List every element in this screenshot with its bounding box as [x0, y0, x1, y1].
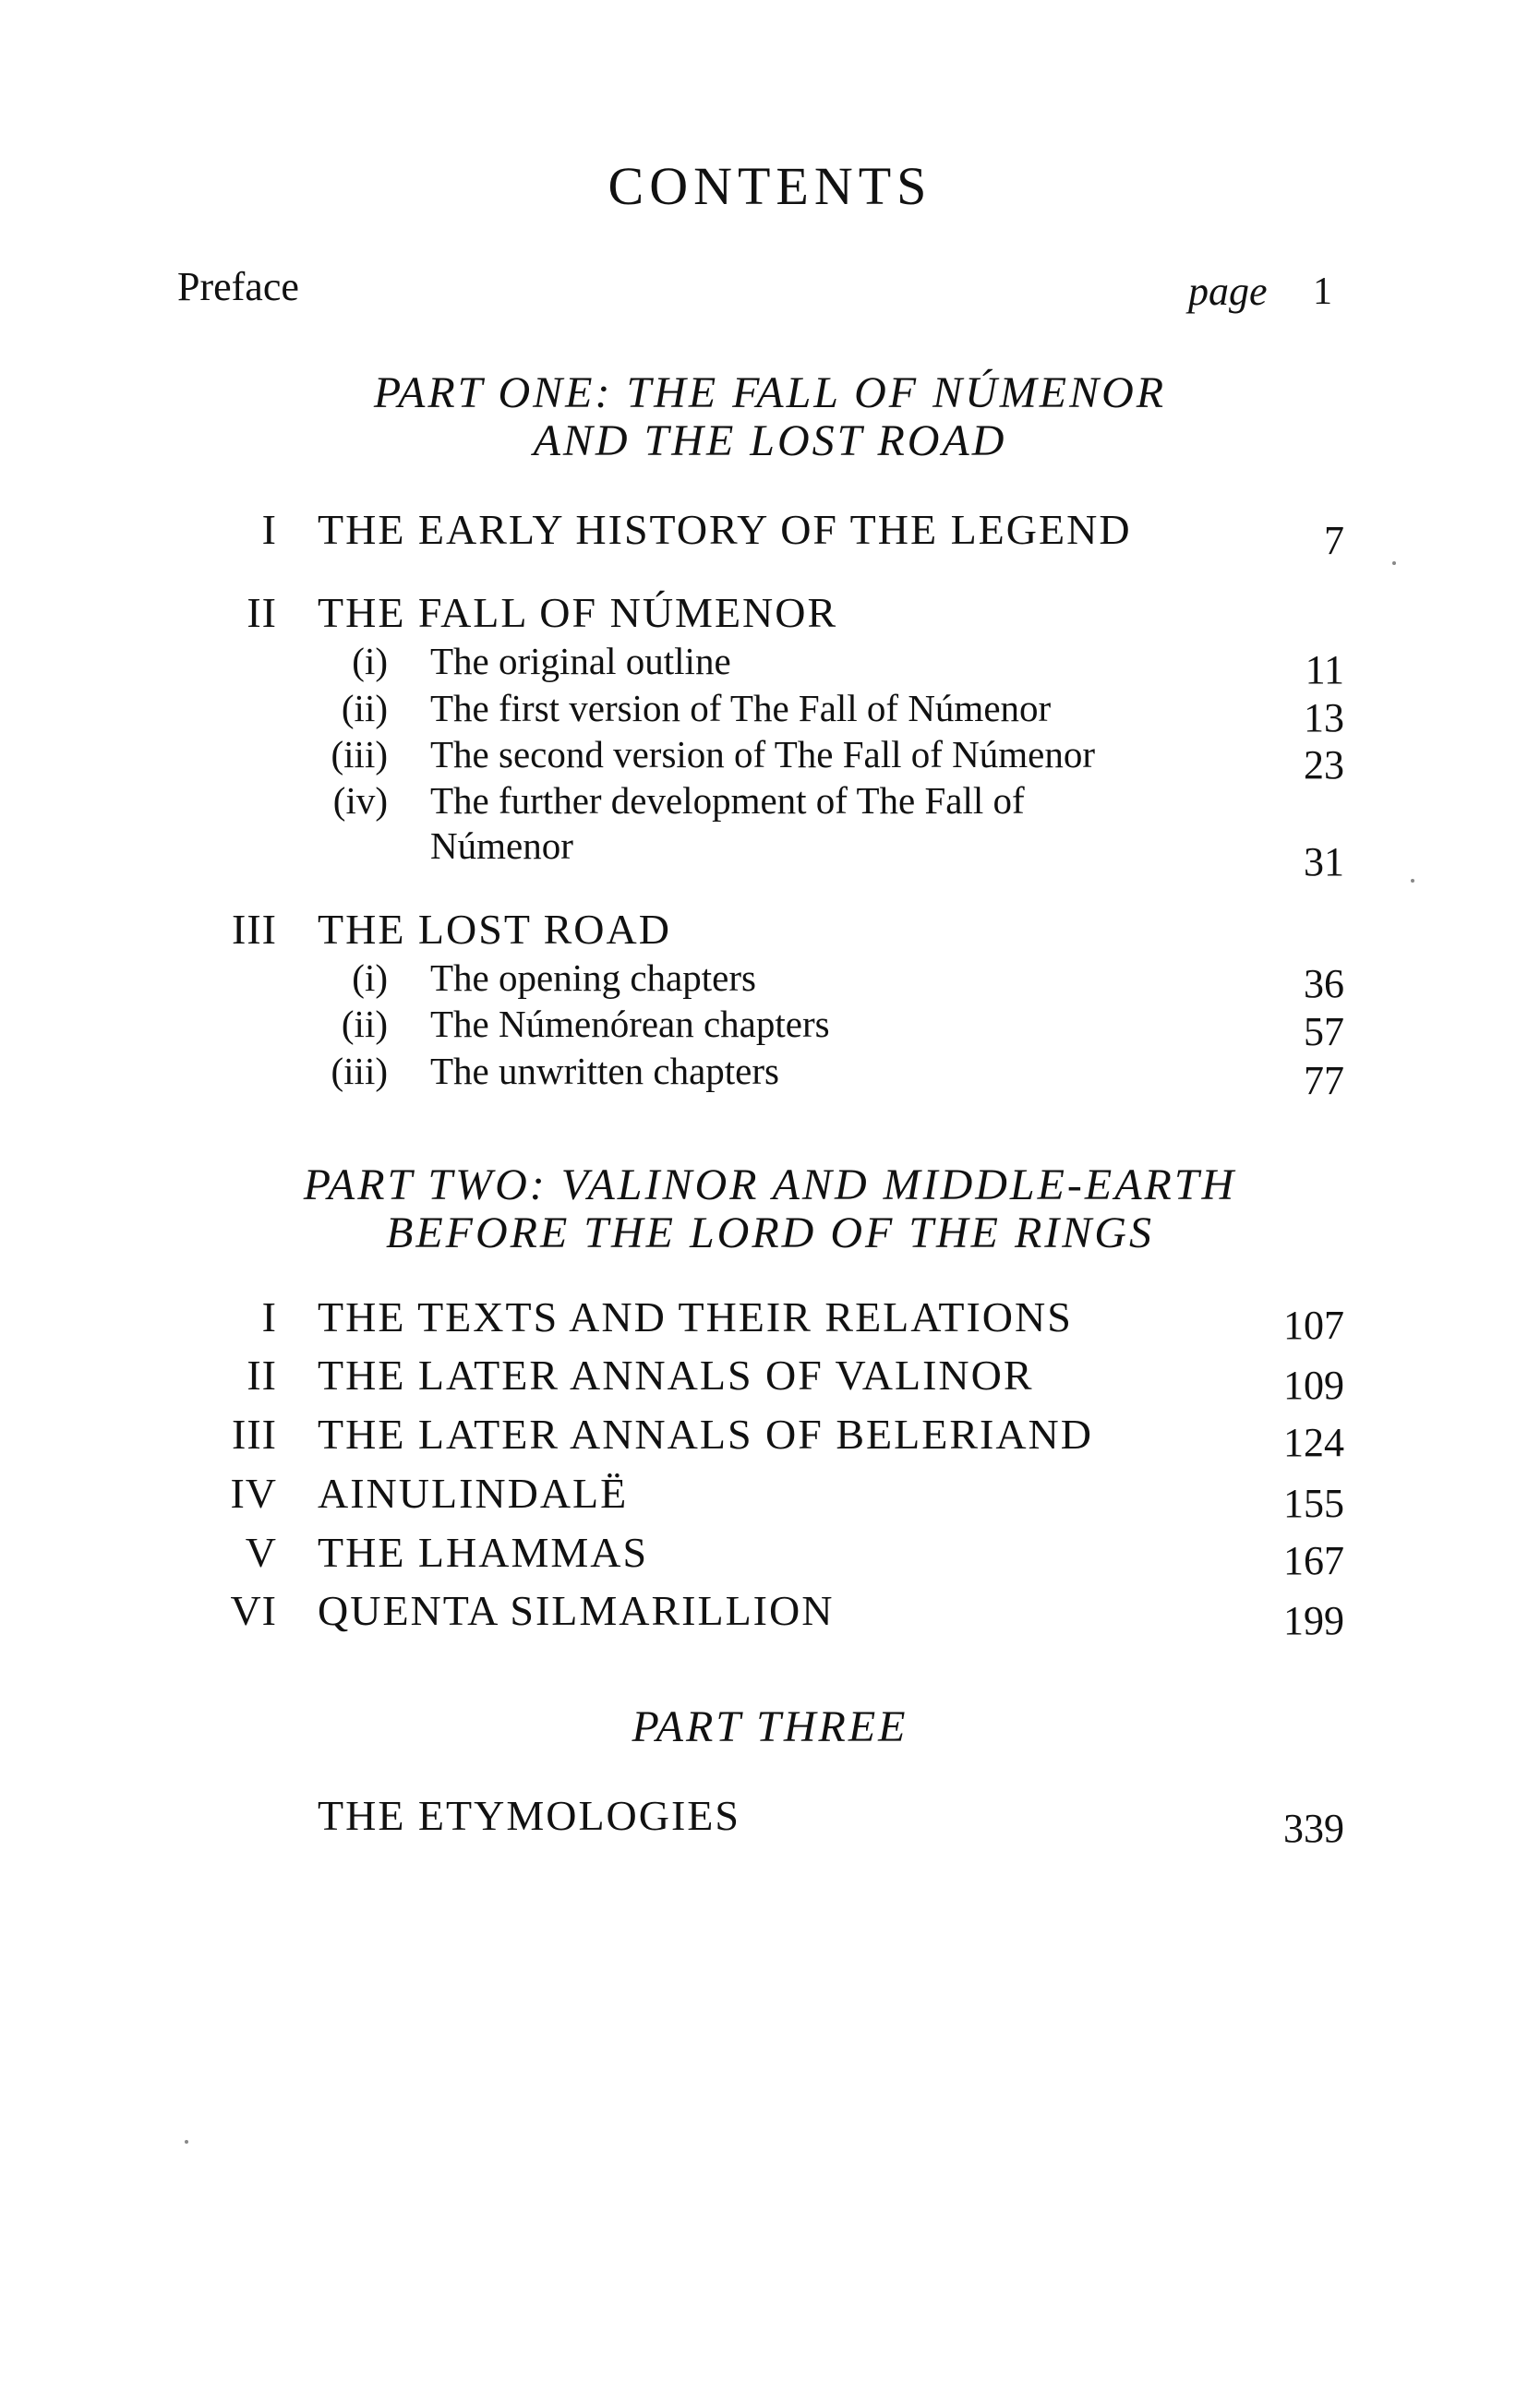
section-number: (iii) — [331, 1050, 388, 1092]
preface-entry-label: Preface — [177, 264, 299, 309]
page-title: CONTENTS — [608, 156, 932, 216]
part-two-heading-line-2: BEFORE THE LORD OF THE RINGS — [386, 1208, 1154, 1257]
section-number: (ii) — [341, 687, 388, 729]
section-page-number: 11 — [1305, 647, 1344, 692]
print-speck — [1392, 561, 1396, 565]
chapter-title: THE ETYMOLOGIES — [318, 1792, 740, 1839]
section-page-number: 57 — [1304, 1009, 1344, 1054]
section-page-number: 31 — [1304, 839, 1344, 884]
section-title: The original outline — [430, 640, 731, 682]
chapter-number: III — [232, 906, 277, 953]
chapter-title: AINULINDALË — [318, 1470, 629, 1517]
print-speck — [185, 2140, 188, 2144]
chapter-title: THE LATER ANNALS OF VALINOR — [318, 1352, 1034, 1399]
chapter-number: I — [261, 1293, 277, 1340]
chapter-page-number: 107 — [1283, 1303, 1344, 1348]
section-page-number: 13 — [1304, 695, 1344, 740]
chapter-number: IV — [230, 1470, 277, 1517]
section-page-number: 77 — [1304, 1058, 1344, 1103]
chapter-number: II — [247, 1352, 277, 1399]
section-title-continued: Númenor — [430, 824, 573, 867]
chapter-page-number: 155 — [1283, 1481, 1344, 1526]
chapter-number: VI — [230, 1587, 277, 1634]
section-number: (iv) — [332, 779, 388, 822]
print-speck — [1411, 879, 1414, 883]
chapter-number: I — [261, 506, 277, 553]
section-page-number: 23 — [1304, 742, 1344, 787]
chapter-number: V — [245, 1529, 277, 1576]
section-title: The first version of The Fall of Númenor — [430, 687, 1052, 729]
part-one-heading-line-2: AND THE LOST ROAD — [533, 416, 1007, 465]
chapter-title: THE LHAMMAS — [318, 1529, 649, 1576]
section-title: The unwritten chapters — [430, 1050, 779, 1092]
section-number: (i) — [352, 640, 388, 682]
chapter-page-number: 339 — [1283, 1806, 1344, 1851]
chapter-page-number: 109 — [1283, 1363, 1344, 1408]
chapter-number: III — [232, 1411, 277, 1458]
section-title: The Númenórean chapters — [430, 1003, 830, 1045]
chapter-page-number: 199 — [1283, 1598, 1344, 1643]
section-title: The opening chapters — [430, 956, 756, 999]
chapter-page-number: 124 — [1283, 1420, 1344, 1465]
chapter-title: THE LATER ANNALS OF BELERIAND — [318, 1411, 1093, 1458]
section-number: (ii) — [341, 1003, 388, 1045]
chapter-title: THE EARLY HISTORY OF THE LEGEND — [318, 506, 1132, 553]
preface-page-number: 1 — [1313, 270, 1332, 313]
section-title: The second version of The Fall of Númenor — [430, 733, 1095, 775]
part-three-heading: PART THREE — [632, 1702, 908, 1751]
section-number: (i) — [352, 956, 388, 999]
chapter-page-number: 167 — [1283, 1538, 1344, 1583]
chapter-number: II — [247, 589, 277, 636]
chapter-page-number: 7 — [1324, 518, 1344, 563]
chapter-title: THE LOST ROAD — [318, 906, 671, 953]
section-page-number: 36 — [1304, 961, 1344, 1006]
part-two-heading-line-1: PART TWO: VALINOR AND MIDDLE-EARTH — [303, 1160, 1237, 1209]
page-column-heading: page — [1188, 269, 1268, 314]
chapter-title: THE TEXTS AND THEIR RELATIONS — [318, 1293, 1073, 1340]
chapter-title: QUENTA SILMARILLION — [318, 1587, 835, 1634]
chapter-title: THE FALL OF NÚMENOR — [318, 589, 838, 636]
section-title: The further development of The Fall of — [430, 779, 1025, 822]
part-one-heading-line-1: PART ONE: THE FALL OF NÚMENOR — [373, 368, 1167, 417]
section-number: (iii) — [331, 733, 388, 775]
